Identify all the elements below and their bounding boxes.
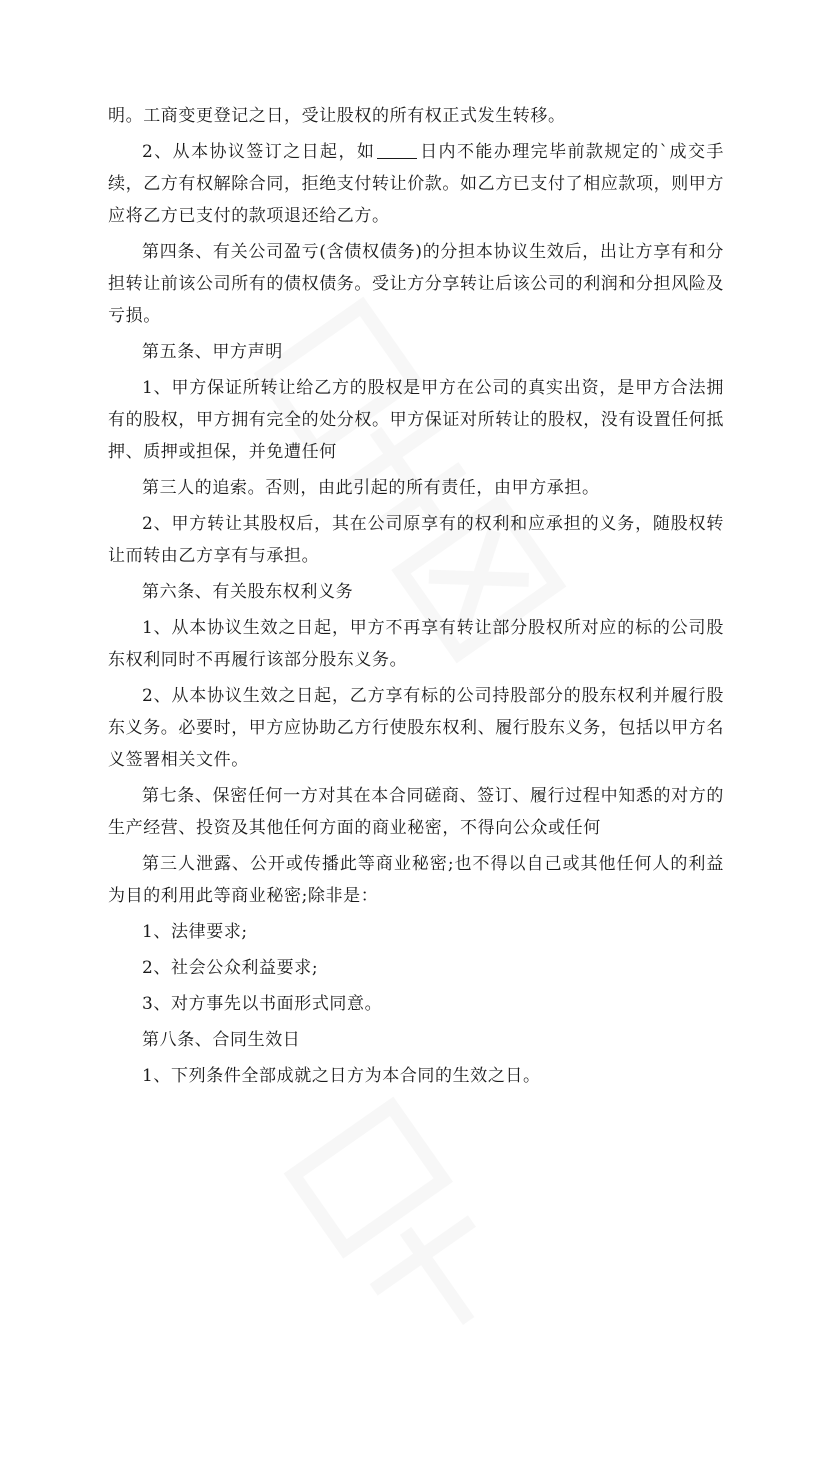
- section-heading: 第六条、有关股东权利义务: [142, 582, 354, 602]
- fill-in-blank: [377, 142, 417, 159]
- paragraph: 第三人的追索。否则，由此引起的所有责任，由甲方承担。: [142, 478, 600, 498]
- paragraph: 2、甲方转让其股权后，其在公司原享有的权利和应承担的义务，随股权转让而转由乙方享有与承担。: [108, 514, 724, 566]
- paragraph: 第三人泄露、公开或传播此等商业秘密;也不得以自己或其他任何人的利益为目的利用此等商业秘密;除非是：: [108, 854, 724, 906]
- paragraph: 2、从本协议生效之日起，乙方享有标的公司持股部分的股东权利并履行股东义务。必要时，甲方应协助乙方行使股东权利、履行股东义务，包括以甲方名义签署相关文件。: [108, 686, 724, 770]
- list-item: 1、法律要求;: [142, 922, 248, 942]
- section-heading: 第八条、合同生效日: [142, 1030, 301, 1050]
- document-body: [108, 100, 724, 1096]
- list-item: 2、社会公众利益要求;: [142, 958, 319, 978]
- paragraph: 1、从本协议生效之日起，甲方不再享有转让部分股权所对应的标的公司股东权利同时不再履行该部分股东义务。: [108, 618, 724, 670]
- paragraph: [108, 136, 724, 232]
- paragraph: 明。工商变更登记之日，受让股权的所有权正式发生转移。: [108, 106, 566, 126]
- paragraph-text: 2、从本协议签订之日起，如: [142, 142, 376, 162]
- list-item: 3、对方事先以书面形式同意。: [142, 994, 383, 1014]
- paragraph: 1、甲方保证所转让给乙方的股权是甲方在公司的真实出资，是甲方合法拥有的股权，甲方拥有完全的处分权。甲方保证对所转让的股权，没有设置任何抵押、质押或担保，并免遭任何: [108, 378, 724, 462]
- paragraph: 第七条、保密任何一方对其在本合同磋商、签订、履行过程中知悉的对方的生产经营、投资及其他任何方面的商业秘密，不得向公众或任何: [108, 786, 724, 838]
- section-heading: 第五条、甲方声明: [142, 342, 283, 362]
- paragraph: 1、下列条件全部成就之日方为本合同的生效之日。: [142, 1066, 541, 1086]
- watermark-icon: [271, 1087, 609, 1473]
- paragraph: 第四条、有关公司盈亏(含债权债务)的分担本协议生效后，出让方享有和分担转让前该公司所有的债权债务。受让方分享转让后该公司的利润和分担风险及亏损。: [108, 242, 724, 326]
- paragraph-text: 日内不能办理完毕前款规定的`成交手续，乙方有权解除合同，拒绝支付转让价款。如乙方已支付了相应款项，则甲方应将乙方已支付的款项退还给乙方。: [108, 142, 724, 226]
